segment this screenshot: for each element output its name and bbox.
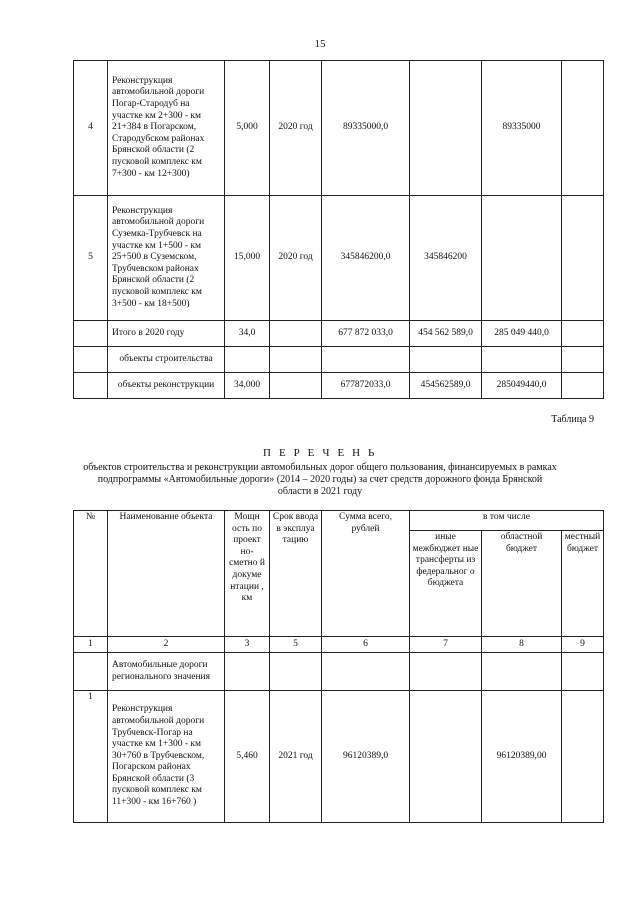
header-name: Наименование объекта <box>108 511 225 637</box>
table-row <box>74 196 604 321</box>
object-name: Реконструкция автомобильной дороги Погар-Стародуб на участке км 2+300 - км 21+384 в Погарском, Стародубском районах Брянской области (2 пусковой комплекс км 7+300 - км 12+300) <box>108 61 225 196</box>
row-number: 5 <box>74 196 108 321</box>
regional-budget: 96120389,00 <box>482 691 562 823</box>
local-budget <box>562 196 604 321</box>
total-sum: 89335000,0 <box>322 61 410 196</box>
capacity-value: 5,000 <box>225 61 270 196</box>
column-number: 2 <box>108 637 225 653</box>
total-label: Итого в 2020 году <box>108 321 225 347</box>
federal-transfer: 345846200 <box>410 196 482 321</box>
capacity-value: 5,460 <box>225 691 270 823</box>
total-row <box>74 321 604 347</box>
capacity-value: 34,000 <box>225 373 270 399</box>
regional-budget: 285 049 440,0 <box>482 321 562 347</box>
column-number: 5 <box>270 637 322 653</box>
page-number: 15 <box>314 38 326 50</box>
reconstruction-row <box>74 373 604 399</box>
header-federal: иные межбюджет ные трансферты из федеральног о бюджета <box>410 531 482 637</box>
local-budget <box>562 691 604 823</box>
header-including: в том числе <box>410 511 604 531</box>
federal-transfer <box>410 691 482 823</box>
page-subtitle: объектов строительства и реконструкции автомобильных дорог общего пользования, финансируемых в рамках подпрограммы «Автомобильные дороги» (2014 – 2020 годы) за счет средств дорожного фонда Брянской области в 2021 году <box>83 462 557 497</box>
construction-label: объекты строительства <box>108 347 225 373</box>
header-row <box>74 511 604 531</box>
table-2020-objects <box>73 60 604 399</box>
federal-transfer: 454 562 589,0 <box>410 321 482 347</box>
column-number: 9 <box>562 637 604 653</box>
header-regional: областной бюджет <box>482 531 562 637</box>
header-num: № <box>74 511 108 637</box>
header-total: Сумма всего, рублей <box>322 511 410 637</box>
commission-year: 2021 год <box>270 691 322 823</box>
column-number: 6 <box>322 637 410 653</box>
table-row <box>74 61 604 196</box>
local-budget <box>562 61 604 196</box>
regional-budget: 285049440,0 <box>482 373 562 399</box>
construction-row <box>74 347 604 373</box>
header-year: Срок ввода в эксплуа тацию <box>270 511 322 637</box>
total-sum: 96120389,0 <box>322 691 410 823</box>
table-label: Таблица 9 <box>551 414 594 425</box>
table-2021-objects <box>73 510 604 823</box>
header-local: местный бюджет <box>562 531 604 637</box>
commission-year: 2020 год <box>270 61 322 196</box>
table-row <box>74 691 604 823</box>
total-sum: 345846200,0 <box>322 196 410 321</box>
header-capacity: Мощн ость по проект но-сметно й докуме нтации , км <box>225 511 270 637</box>
column-numbers-row <box>74 637 604 653</box>
capacity-value: 34,0 <box>225 321 270 347</box>
column-number: 7 <box>410 637 482 653</box>
section-row <box>74 653 604 691</box>
page-title: П Е Р Е Ч Е Н Ь <box>263 447 377 459</box>
column-number: 8 <box>482 637 562 653</box>
row-number: 4 <box>74 61 108 196</box>
section-label: Автомобильные дороги регионального значения <box>108 653 225 691</box>
federal-transfer <box>410 61 482 196</box>
column-number: 1 <box>74 637 108 653</box>
commission-year: 2020 год <box>270 196 322 321</box>
regional-budget <box>482 196 562 321</box>
reconstruction-label: объекты реконструкции <box>108 373 225 399</box>
regional-budget: 89335000 <box>482 61 562 196</box>
total-sum: 677872033,0 <box>322 373 410 399</box>
capacity-value: 15,000 <box>225 196 270 321</box>
object-name: Реконструкция автомобильной дороги Трубчевск-Погар на участке км 1+300 - км 30+760 в Трубчевском, Погарском районах Брянской области (3 пусковой комплекс км 11+300 - км 16+760 ) <box>108 691 225 823</box>
row-number: 1 <box>74 691 108 823</box>
column-number: 3 <box>225 637 270 653</box>
object-name: Реконструкция автомобильной дороги Суземка-Трубчевск на участке км 1+500 - км 25+500 в Суземском, Трубчевском районах Брянской области (2 пусковой комплекс км 3+500 - км 18+500) <box>108 196 225 321</box>
federal-transfer: 454562589,0 <box>410 373 482 399</box>
total-sum: 677 872 033,0 <box>322 321 410 347</box>
